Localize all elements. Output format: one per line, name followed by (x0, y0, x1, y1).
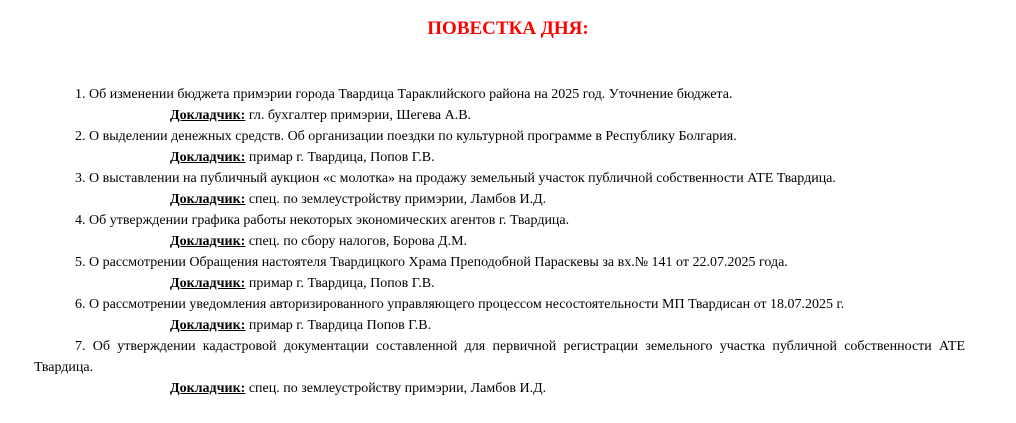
agenda-item-5: 5. О рассмотрении Обращения настоятеля Твардицкого Храма Преподобной Параскевы за вх.№ 141 от 22.07.2025 года. (75, 255, 788, 270)
agenda-item-3: 3. О выставлении на публичный аукцион «с молотка» на продажу земельный участок публичной собственности АТЕ Твардица. (75, 171, 836, 186)
reporter-label: Докладчик: (170, 381, 246, 396)
reporter-label: Докладчик: (170, 318, 246, 333)
reporter-label: Докладчик: (170, 276, 246, 291)
reporter-line (34, 315, 965, 336)
agenda-title: ПОВЕСТКА ДНЯ: (427, 18, 589, 39)
agenda-list (34, 84, 965, 399)
reporter-label: Докладчик: (170, 192, 246, 207)
reporter-name: примар г. Твардица, Попов Г.В. (248, 150, 435, 165)
reporter-line (34, 105, 965, 126)
reporter-line (34, 189, 965, 210)
reporter-line (34, 147, 965, 168)
reporter-label: Докладчик: (170, 108, 246, 123)
reporter-line (34, 273, 965, 294)
agenda-item-4: 4. Об утверждении графика работы некоторых экономических агентов г. Твардица. (75, 213, 570, 228)
reporter-name: гл. бухгалтер примэрии, Шегева А.В. (248, 108, 472, 123)
agenda-item-1: 1. Об изменении бюджета примэрии города Твардица Тараклийского района на 2025 год. Уточнение бюджета. (75, 87, 733, 102)
reporter-name: примар г. Твардица, Попов Г.В. (248, 276, 435, 291)
reporter-label: Докладчик: (170, 150, 246, 165)
agenda-item-7: 7. Об утверждении кадастровой документации составленной для первичной регистрации земельного участка публичной собственности АТЕ Твардица. (34, 339, 965, 375)
reporter-label: Докладчик: (170, 234, 246, 249)
reporter-name: спец. по землеустройству примэрии, Ламбов И.Д. (248, 381, 547, 396)
reporter-name: спец. по землеустройству примэрии, Ламбов И.Д. (248, 192, 547, 207)
agenda-item-2: 2. О выделении денежных средств. Об организации поездки по культурной программе в Республику Болгария. (75, 129, 737, 144)
reporter-name: спец. по сбору налогов, Борова Д.М. (248, 234, 468, 249)
reporter-line (34, 231, 965, 252)
reporter-name: примар г. Твардица Попов Г.В. (248, 318, 432, 333)
reporter-line (34, 378, 965, 399)
agenda-item-6: 6. О рассмотрении уведомления авторизированного управляющего процессом несостоятельности МП Твардисан от 18.07.2025 г. (75, 297, 845, 312)
